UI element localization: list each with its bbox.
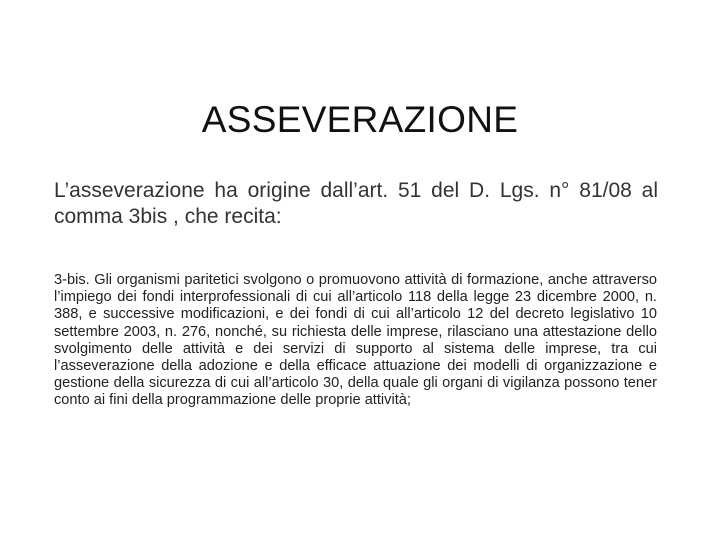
slide-title: ASSEVERAZIONE xyxy=(201,99,519,140)
intro-paragraph: L’asseverazione ha origine dall’art. 51 del D. Lgs. n° 81/08 al comma 3bis , che recita: xyxy=(54,179,658,228)
quoted-article-text: 3-bis. Gli organismi paritetici svolgono o promuovono attività di formazione, anche attraverso l’impiego dei fondi interprofessionali di cui all’articolo 118 della legge 23 dicembre 2000, n. 388, e successive modificazioni, e dei fondi di cui all’articolo 12 del decreto legislativo 10 settembre 2003, n. 276, nonché, su richiesta delle imprese, rilasciano una attestazione dello svolgimento delle attività e dei servizi di supporto al sistema delle imprese, tra cui l’asseverazione della adozione e della efficace attuazione dei modelli di organizzazione e gestione della sicurezza di cui all’articolo 30, della quale gli organi di vigilanza possono tener conto ai fini della programmazione delle proprie attività; xyxy=(54,272,657,409)
